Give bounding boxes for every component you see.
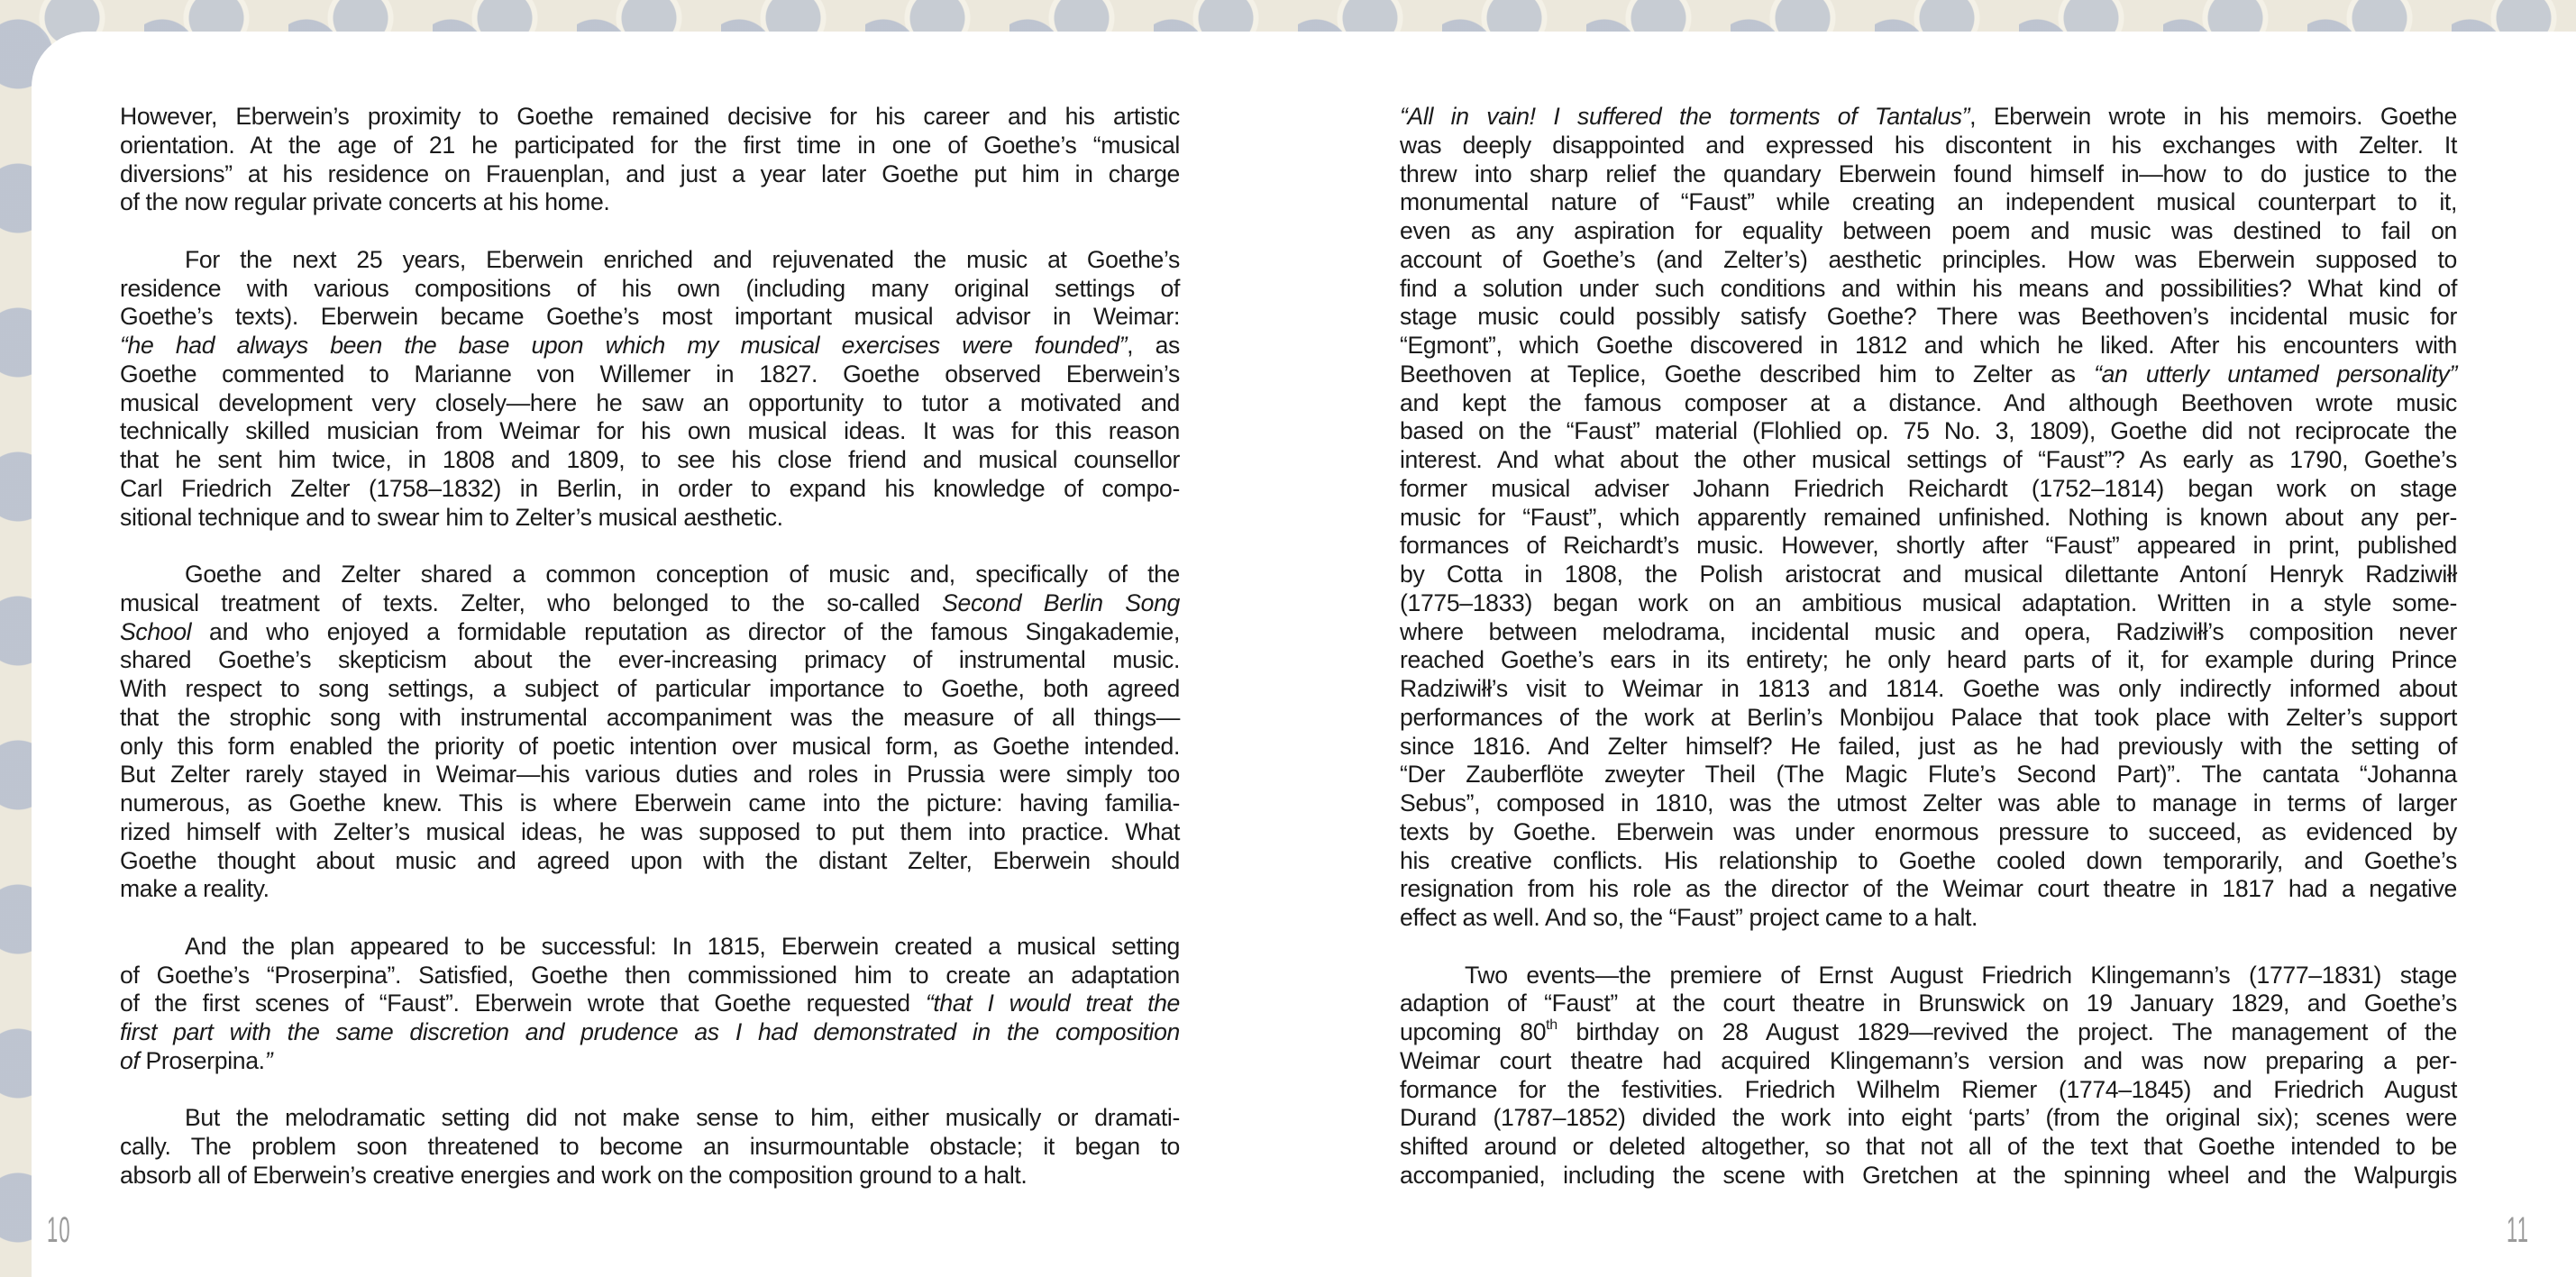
superscript: th bbox=[1546, 1017, 1557, 1034]
text-line bbox=[1400, 789, 2457, 818]
text-run: of Goethe’s “Proserpina”. Satisfied, Goethe then commissioned him to create an adaptation bbox=[120, 961, 1180, 989]
text-line bbox=[120, 875, 1180, 904]
text-run: diversions” at his residence on Frauenplan, and just a year later Goethe put him in charge bbox=[120, 160, 1180, 187]
text-run: of the first scenes of “Faust”. Eberwein wrote that Goethe requested bbox=[120, 990, 926, 1017]
text-line bbox=[1400, 217, 2457, 246]
text-run: rized himself with Zelter’s musical ideas, he was supposed to put them into practice. What bbox=[120, 817, 1180, 845]
text-line bbox=[120, 589, 1180, 618]
text-run: former musical adviser Johann Friedrich Reichardt (1752–1814) began work on stage bbox=[1400, 474, 2457, 502]
text-line bbox=[120, 417, 1180, 446]
italic-text: Second Berlin Song bbox=[942, 588, 1180, 616]
text-line bbox=[1400, 417, 2457, 446]
text-run: Weimar court theatre had acquired Klingemann’s version and was now preparing a per- bbox=[1400, 1046, 2457, 1074]
text-line bbox=[120, 1104, 1180, 1133]
text-line bbox=[1400, 818, 2457, 847]
text-line bbox=[120, 188, 1180, 217]
text-run: Goethe and Zelter shared a common conception of music and, specifically of the bbox=[185, 561, 1180, 588]
text-line bbox=[120, 1018, 1180, 1047]
text-line bbox=[1400, 389, 2457, 418]
text-line bbox=[1400, 847, 2457, 876]
text-line bbox=[1400, 275, 2457, 304]
text-line bbox=[1400, 1047, 2457, 1076]
text-run: shared Goethe’s skepticism about the ever-increasing primacy of instrumental music. bbox=[120, 646, 1180, 674]
text-line bbox=[1400, 246, 2457, 275]
italic-text: of bbox=[120, 1046, 146, 1074]
text-line bbox=[1400, 962, 2457, 990]
text-line bbox=[1400, 360, 2457, 389]
text-line bbox=[120, 733, 1180, 762]
italic-text: “an utterly untamed personality” bbox=[2094, 360, 2457, 388]
italic-text: School bbox=[120, 617, 192, 645]
left-page-text bbox=[120, 103, 1180, 1218]
page-number-right: 11 bbox=[2507, 1210, 2530, 1250]
text-run: texts by Goethe. Eberwein was under enormous pressure to succeed, as evidenced by bbox=[1400, 817, 2457, 845]
text-run: was deeply disappointed and expressed his discontent in his exchanges with Zelter. It bbox=[1400, 131, 2457, 159]
text-run: adaption of “Faust” at the court theatre in Brunswick on 19 January 1829, and Goethe’s bbox=[1400, 990, 2457, 1017]
text-line bbox=[120, 704, 1180, 733]
text-line bbox=[120, 1162, 1180, 1190]
text-line bbox=[120, 962, 1180, 990]
text-run: upcoming 80 bbox=[1400, 1018, 1547, 1045]
text-run: musical development very closely—here he saw an opportunity to tutor a motivated and bbox=[120, 388, 1180, 416]
text-run: that he sent him twice, in 1808 and 1809, to see his close friend and musical counsellor bbox=[120, 446, 1180, 473]
text-line bbox=[1400, 332, 2457, 360]
text-line bbox=[1400, 1018, 2457, 1047]
text-line bbox=[120, 646, 1180, 675]
paragraph bbox=[120, 103, 1180, 217]
text-run: musical treatment of texts. Zelter, who belonged to the so-called bbox=[120, 588, 943, 616]
text-run: cally. The problem soon threatened to become an insurmountable obstacle; it began to bbox=[120, 1133, 1180, 1160]
text-line bbox=[1400, 1133, 2457, 1162]
text-line bbox=[120, 1047, 1180, 1076]
text-line bbox=[1400, 504, 2457, 533]
text-run: find a solution under such conditions and within his means and possibilities? What kind of bbox=[1400, 274, 2457, 302]
text-line bbox=[1400, 532, 2457, 561]
text-run: However, Eberwein’s proximity to Goethe remained decisive for his career and his artistic bbox=[120, 103, 1180, 130]
text-run: performances of the work at Berlin’s Monbijou Palace that took place with Zelter’s support bbox=[1400, 703, 2457, 731]
text-line bbox=[120, 446, 1180, 475]
text-run: birthday on 28 August 1829—revived the project. The management of the bbox=[1557, 1018, 2457, 1045]
text-run: interest. And what about the other musical settings of “Faust”? As early as 1790, Goethe’s bbox=[1400, 446, 2457, 473]
text-run: , as bbox=[1127, 332, 1180, 359]
text-line bbox=[120, 504, 1180, 533]
text-line bbox=[120, 275, 1180, 304]
text-line bbox=[120, 933, 1180, 962]
text-run: that the strophic song with instrumental accompaniment was the measure of all things— bbox=[120, 703, 1180, 731]
text-run: Two events—the premiere of Ernst August Friedrich Klingemann’s (1777–1831) stage bbox=[1465, 961, 2457, 989]
text-line bbox=[1400, 1162, 2457, 1190]
text-run: resignation from his role as the director of the Weimar court theatre in 1817 had a negative bbox=[1400, 875, 2457, 903]
text-run: where between melodrama, incidental music and opera, Radziwiłł’s composition never bbox=[1400, 617, 2457, 645]
text-run: But the melodramatic setting did not make sense to him, either musically or dramati- bbox=[185, 1104, 1180, 1132]
text-run: And the plan appeared to be successful: In 1815, Eberwein created a musical setting bbox=[185, 932, 1180, 960]
text-run: Goethe commented to Marianne von Willemer in 1827. Goethe observed Eberwein’s bbox=[120, 360, 1180, 388]
text-run: effect as well. And so, the “Faust” project came to a halt. bbox=[1400, 904, 1978, 931]
text-line bbox=[120, 818, 1180, 847]
text-run: based on the “Faust” material (Flohlied op. 75 No. 3, 1809), Goethe did not reciprocate the bbox=[1400, 417, 2457, 445]
italic-text: “that I would treat the bbox=[925, 990, 1180, 1017]
text-line bbox=[1400, 561, 2457, 589]
text-run: only this form enabled the priority of poetic intention over musical form, as Goethe intended. bbox=[120, 732, 1180, 760]
text-run: reached Goethe’s ears in its entirety; he only heard parts of it, for example during Prince bbox=[1400, 646, 2457, 674]
text-line bbox=[120, 332, 1180, 360]
text-line bbox=[120, 990, 1180, 1018]
text-run: orientation. At the age of 21 he participated for the first time in one of Goethe’s “musical bbox=[120, 131, 1180, 159]
text-line bbox=[1400, 904, 2457, 933]
italic-text: first part with the same discretion and prudence as I had demonstrated in the composition bbox=[120, 1018, 1180, 1045]
text-run: music for “Faust”, which apparently remained unfinished. Nothing is known about any per- bbox=[1400, 503, 2457, 531]
text-run: “Egmont”, which Goethe discovered in 1812 and which he liked. After his encounters with bbox=[1400, 332, 2457, 359]
text-run: accompanied, including the scene with Gretchen at the spinning wheel and the Walpurgis bbox=[1400, 1161, 2457, 1189]
text-run: threw into sharp relief the quandary Eberwein found himself in—how to do justice to the bbox=[1400, 160, 2457, 187]
text-line bbox=[120, 389, 1180, 418]
paragraph bbox=[1400, 103, 2457, 933]
text-line bbox=[1400, 1104, 2457, 1133]
text-line bbox=[1400, 646, 2457, 675]
text-run: “Der Zauberflöte zweyter Theil (The Magic Flute’s Second Part)”. The cantata “Johanna bbox=[1400, 761, 2457, 789]
text-line bbox=[1400, 160, 2457, 189]
text-line bbox=[1400, 103, 2457, 132]
text-run: and who enjoyed a formidable reputation as director of the famous Singakademie, bbox=[191, 617, 1180, 645]
text-run: Carl Friedrich Zelter (1758–1832) in Berlin, in order to expand his knowledge of compo- bbox=[120, 474, 1180, 502]
text-run: monumental nature of “Faust” while creating an independent musical counterpart to it, bbox=[1400, 188, 2457, 216]
text-line bbox=[1400, 303, 2457, 332]
text-run: Proserpina. bbox=[145, 1046, 265, 1074]
text-line bbox=[120, 761, 1180, 789]
text-run: , Eberwein wrote in his memoirs. Goethe bbox=[1969, 103, 2457, 130]
text-run: absorb all of Eberwein’s creative energies and work on the composition ground to a halt. bbox=[120, 1161, 1028, 1189]
text-run: formance for the festivities. Friedrich Wilhelm Riemer (1774–1845) and Friedrich August bbox=[1400, 1075, 2457, 1103]
page-number-left: 10 bbox=[47, 1210, 71, 1250]
text-run: shifted around or deleted altogether, so that not all of the text that Goethe intended to be bbox=[1400, 1133, 2457, 1160]
text-line bbox=[120, 475, 1180, 504]
text-run: For the next 25 years, Eberwein enriched and rejuvenated the music at Goethe’s bbox=[185, 245, 1180, 273]
text-line bbox=[120, 103, 1180, 132]
text-line bbox=[120, 160, 1180, 189]
text-line bbox=[1400, 589, 2457, 618]
text-line bbox=[120, 303, 1180, 332]
paragraph bbox=[120, 246, 1180, 533]
text-line bbox=[120, 618, 1180, 647]
paragraph bbox=[1400, 962, 2457, 1190]
text-line bbox=[120, 132, 1180, 160]
text-run: formances of Reichardt’s music. However, shortly after “Faust” appeared in print, published bbox=[1400, 532, 2457, 560]
text-line bbox=[120, 246, 1180, 275]
text-line bbox=[1400, 446, 2457, 475]
text-run: But Zelter rarely stayed in Weimar—his various duties and roles in Prussia were simply too bbox=[120, 761, 1180, 789]
text-line bbox=[1400, 990, 2457, 1018]
text-line bbox=[1400, 704, 2457, 733]
text-line bbox=[1400, 132, 2457, 160]
text-line bbox=[1400, 761, 2457, 789]
text-line bbox=[1400, 618, 2457, 647]
right-page-text bbox=[1400, 103, 2457, 1218]
text-line bbox=[1400, 1076, 2457, 1105]
italic-text: “he had always been the base upon which my musical exercises were founded” bbox=[120, 332, 1128, 359]
text-run: residence with various compositions of his own (including many original settings of bbox=[120, 274, 1180, 302]
text-line bbox=[120, 789, 1180, 818]
text-line bbox=[120, 1133, 1180, 1162]
paragraph bbox=[120, 561, 1180, 904]
paragraph bbox=[120, 933, 1180, 1076]
text-line bbox=[1400, 875, 2457, 904]
text-run: (1775–1833) began work on an ambitious musical adaptation. Written in a style some- bbox=[1400, 588, 2457, 616]
text-run: account of Goethe’s (and Zelter’s) aesthetic principles. How was Eberwein supposed to bbox=[1400, 245, 2457, 273]
text-run: and kept the famous composer at a distance. And although Beethoven wrote music bbox=[1400, 388, 2457, 416]
text-run: make a reality. bbox=[120, 875, 269, 903]
text-run: Goethe’s texts). Eberwein became Goethe’s most important musical advisor in Weimar: bbox=[120, 303, 1180, 331]
text-line bbox=[1400, 475, 2457, 504]
text-run: Durand (1787–1852) divided the work into eight ‘parts’ (from the original six); scenes were bbox=[1400, 1104, 2457, 1132]
text-run: by Cotta in 1808, the Polish aristocrat and musical dilettante Antoní Henryk Radziwiłł bbox=[1400, 561, 2457, 588]
text-run: Goethe thought about music and agreed upon with the distant Zelter, Eberwein should bbox=[120, 846, 1180, 874]
text-run: numerous, as Goethe knew. This is where Eberwein came into the picture: having familia- bbox=[120, 789, 1180, 816]
text-run: of the now regular private concerts at his home. bbox=[120, 188, 610, 216]
text-line bbox=[120, 847, 1180, 876]
text-run: stage music could possibly satisfy Goethe? There was Beethoven’s incidental music for bbox=[1400, 303, 2457, 331]
text-run: since 1816. And Zelter himself? He failed, just as he had previously with the setting of bbox=[1400, 732, 2457, 760]
text-line bbox=[120, 561, 1180, 589]
text-line bbox=[120, 360, 1180, 389]
text-run: his creative conflicts. His relationship to Goethe cooled down temporarily, and Goethe’s bbox=[1400, 846, 2457, 874]
text-run: sitional technique and to swear him to Zelter’s musical aesthetic. bbox=[120, 503, 783, 531]
italic-text: ” bbox=[264, 1046, 273, 1074]
text-run: Beethoven at Teplice, Goethe described him to Zelter as bbox=[1400, 360, 2095, 388]
text-run: even as any aspiration for equality between poem and music was destined to fail on bbox=[1400, 217, 2457, 244]
text-line bbox=[120, 675, 1180, 704]
text-run: technically skilled musician from Weimar for his own musical ideas. It was for this reason bbox=[120, 417, 1180, 445]
text-run: Sebus”, composed in 1810, was the utmost Zelter was able to manage in terms of larger bbox=[1400, 789, 2457, 816]
text-run: Radziwiłł’s visit to Weimar in 1813 and 1814. Goethe was only indirectly informed about bbox=[1400, 675, 2457, 702]
paragraph bbox=[120, 1104, 1180, 1190]
italic-text: “All in vain! I suffered the torments of Tantalus” bbox=[1400, 103, 1970, 130]
text-line bbox=[1400, 188, 2457, 217]
text-line bbox=[1400, 675, 2457, 704]
text-line bbox=[1400, 733, 2457, 762]
text-run: With respect to song settings, a subject of particular importance to Goethe, both agreed bbox=[120, 675, 1180, 702]
